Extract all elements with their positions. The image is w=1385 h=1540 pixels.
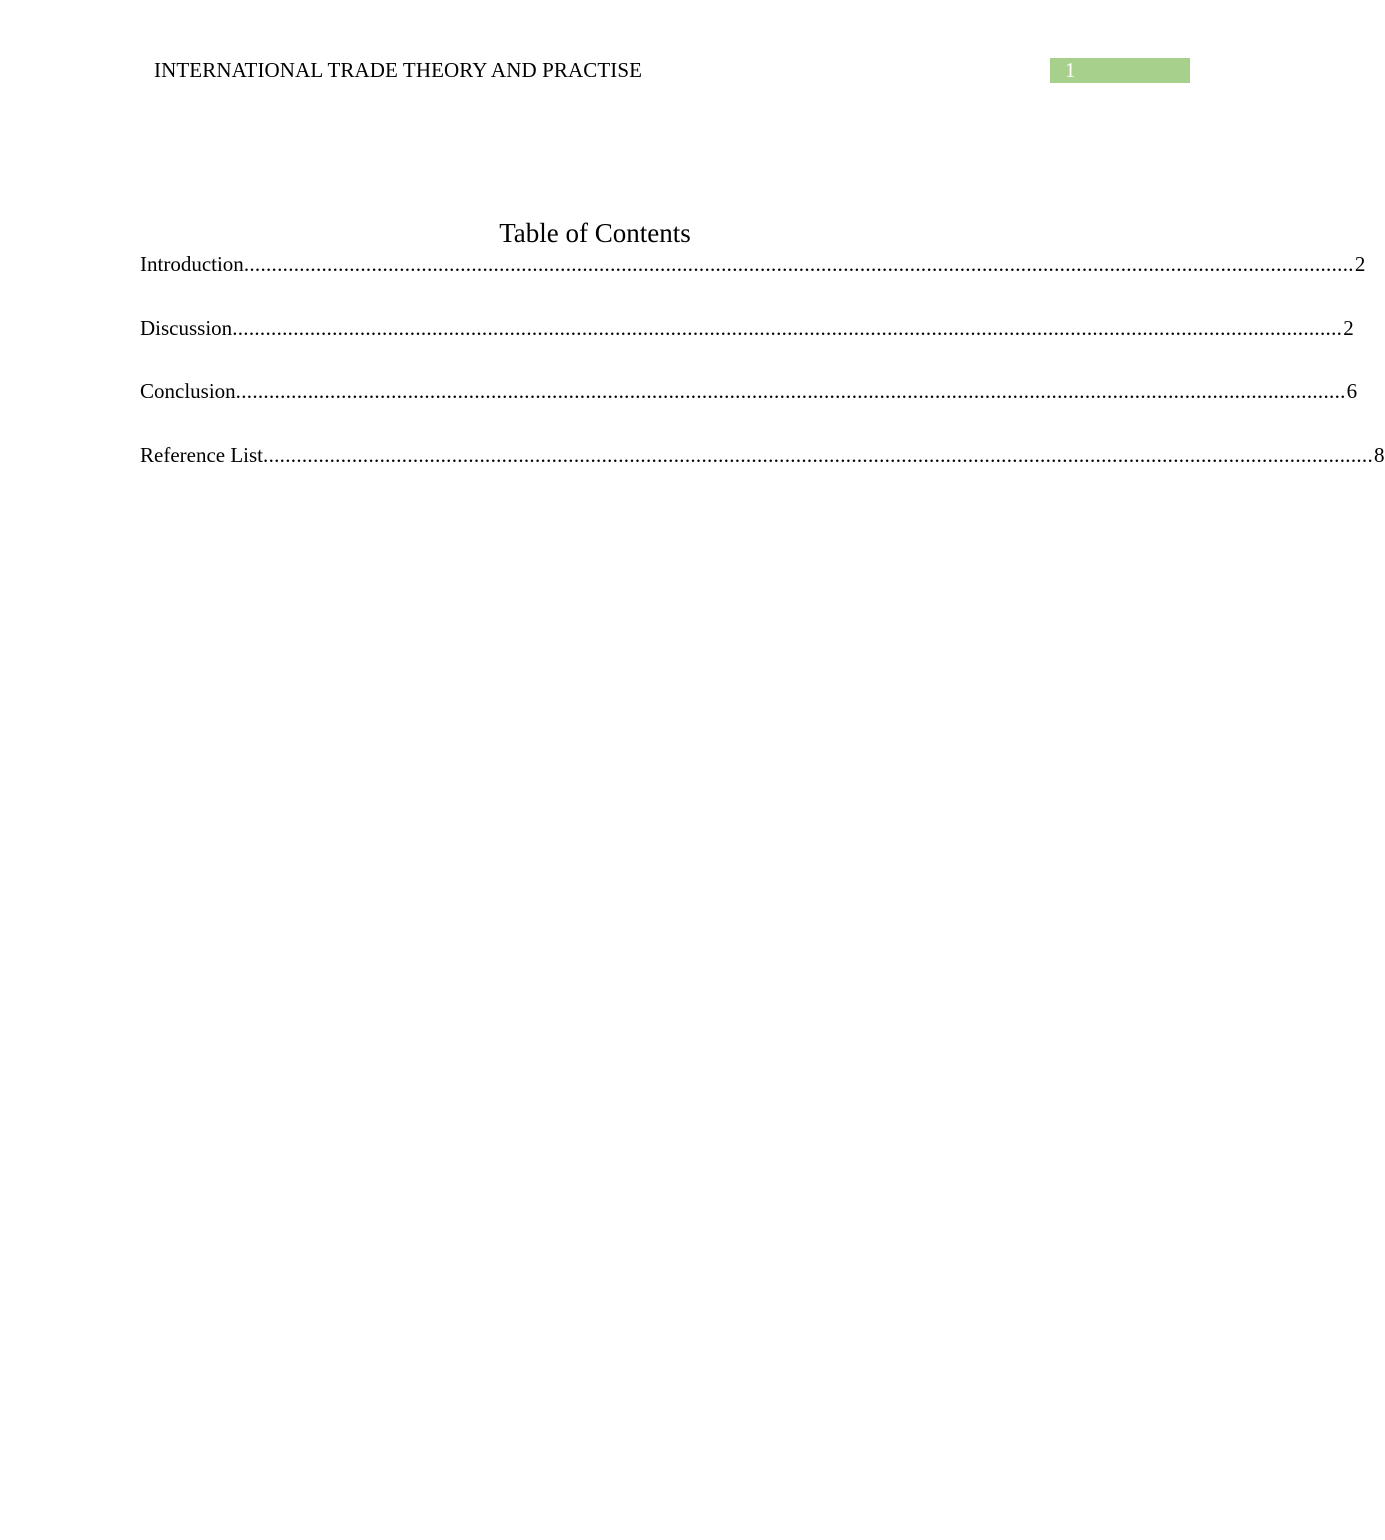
toc-entry-label: Discussion <box>140 316 233 340</box>
toc-entry-label: Reference List <box>140 443 264 467</box>
toc-entry-page: 2 <box>1354 252 1366 276</box>
toc-dot-leader: ........................................................................................................................................................................................................ <box>263 443 1374 467</box>
page-number-box <box>1050 58 1190 83</box>
toc-entry-page: 2 <box>1343 316 1354 340</box>
toc-entry-conclusion[interactable] <box>140 377 1358 405</box>
page-number: 1 <box>1065 58 1076 82</box>
toc-entry-label: Conclusion <box>140 379 236 403</box>
toc-dot-leader: ........................................................................................................................................................................................................ <box>232 316 1343 340</box>
toc-entry-reference-list[interactable] <box>140 441 1385 469</box>
toc-entry-page: 6 <box>1346 379 1358 403</box>
toc-dot-leader: ........................................................................................................................................................................................................ <box>235 379 1346 403</box>
toc-entry-page: 8 <box>1374 443 1385 467</box>
toc-entry-discussion[interactable] <box>140 314 1354 342</box>
toc-entry-label: Introduction <box>140 252 244 276</box>
toc-dot-leader: ........................................................................................................................................................................................................ <box>243 252 1354 276</box>
toc-entry-introduction[interactable] <box>140 250 1366 278</box>
running-header-title: INTERNATIONAL TRADE THEORY AND PRACTISE <box>154 58 643 82</box>
toc-heading: Table of Contents <box>499 218 691 248</box>
